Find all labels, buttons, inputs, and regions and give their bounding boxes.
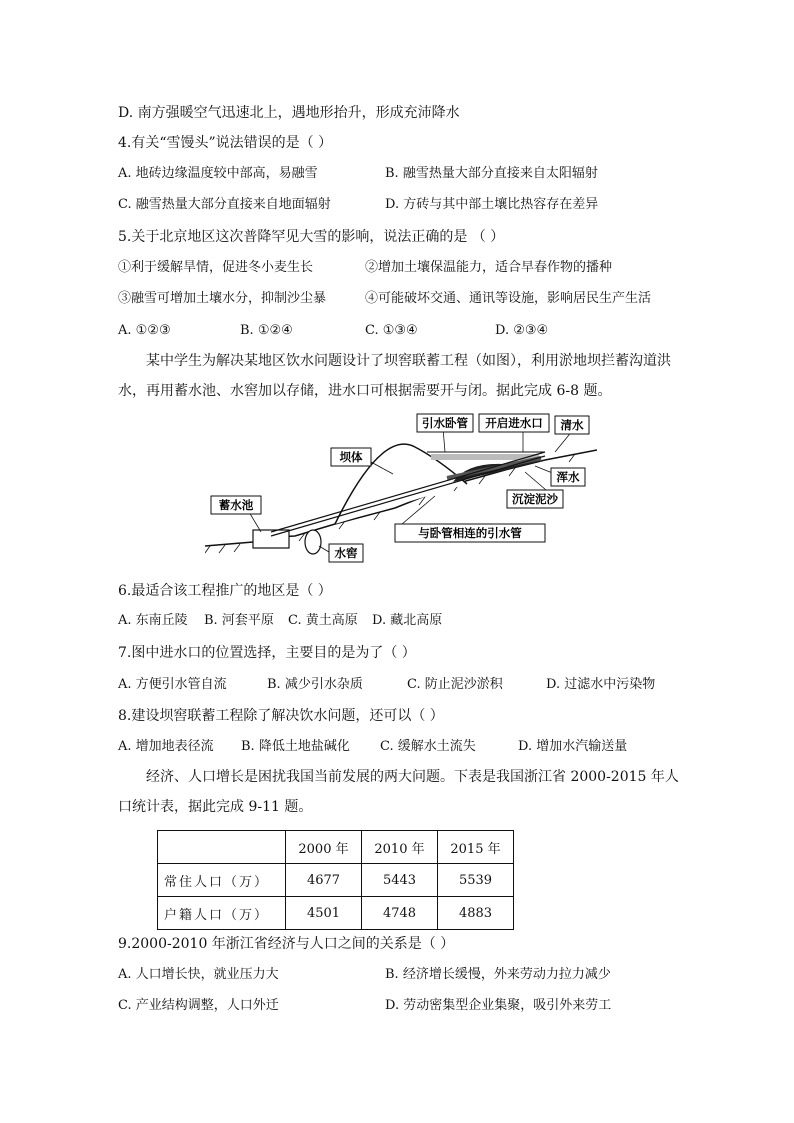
- q8-option-a: A. 增加地表径流: [118, 739, 214, 754]
- q5-option-d: D. ②③④: [495, 323, 549, 338]
- q9-stem: 9.2000-2010 年浙江省经济与人口之间的关系是（ ）: [118, 936, 455, 952]
- q6-stem: 6.最适合该工程推广的地区是（ ）: [118, 583, 332, 599]
- q9-option-c: C. 产业结构调整，人口外迁: [118, 998, 279, 1013]
- dam-cellar-diagram: [205, 412, 597, 570]
- q4-stem: 4.有关“雪馒头”说法错误的是（ ）: [118, 135, 333, 151]
- reservoir-label: 蓄水池: [218, 498, 254, 512]
- intro-6-8: 某中学生为解决某地区饮水问题设计了坝窖联蓄工程（如图），利用淤地坝拦蓄沟道洪水，再用蓄水池、水窖加以存储，进水口可根据需要开与闭。据此完成 6-8 题。: [118, 353, 671, 399]
- water-cellar: [305, 530, 321, 554]
- cellar-label: 水窖: [334, 546, 358, 560]
- table-cell: 4883: [438, 897, 514, 930]
- table-cell: 4501: [286, 897, 362, 930]
- q8-option-c: C. 缓解水土流失: [380, 739, 476, 754]
- q7-option-c: C. 防止泥沙淤积: [407, 677, 503, 692]
- table-cell: 5443: [362, 864, 438, 897]
- row-label: 常住人口（万）: [158, 864, 286, 897]
- q6-option-b: B. 河套平原: [204, 613, 274, 628]
- q5-option-c: C. ①③④: [365, 323, 418, 338]
- clear-water-label: 清水: [560, 418, 584, 432]
- dam-label: 坝体: [339, 450, 363, 464]
- intake-pipe-label: 引水卧管: [422, 416, 468, 430]
- intro-9-11: 经济、人口增长是困扰我国当前发展的两大问题。下表是我国浙江省 2000-2015 年人口统计表，据此完成 9-11 题。: [118, 769, 679, 815]
- q5-option-b: B. ①②④: [240, 323, 293, 338]
- q7-option-a: A. 方便引水管自流: [118, 677, 227, 692]
- table-header-cell: 2010 年: [362, 831, 438, 864]
- q5-item-2: ②增加土壤保温能力，适合早春作物的播种: [365, 260, 613, 275]
- row-label: 户籍人口（万）: [158, 897, 286, 930]
- q4-option-a: A. 地砖边缘温度较中部高，易融雪: [118, 166, 318, 181]
- table-cell: 5539: [438, 864, 514, 897]
- open-inlet-label: 开启进水口: [485, 416, 543, 430]
- q6-option-c: C. 黄土高原: [288, 613, 358, 628]
- table-cell: 4748: [362, 897, 438, 930]
- table-cell: 4677: [286, 864, 362, 897]
- connected-pipe-label: 与卧管相连的引水管: [418, 526, 522, 540]
- q4-option-c: C. 融雪热量大部分直接来自地面辐射: [118, 197, 331, 212]
- muddy-water-label: 浑水: [556, 470, 580, 484]
- q5-item-3: ③融雪可增加土壤水分，抑制沙尘暴: [118, 291, 327, 306]
- table-row: [158, 897, 514, 930]
- sediment-label: 沉淀泥沙: [512, 492, 558, 506]
- q7-option-d: D. 过滤水中污染物: [546, 677, 656, 692]
- q7-option-b: B. 减少引水杂质: [267, 677, 363, 692]
- q7-stem: 7.图中进水口的位置选择，主要目的是为了（ ）: [118, 645, 416, 661]
- q6-option-d: D. 藏北高原: [372, 613, 443, 628]
- q9-option-b: B. 经济增长缓慢，外来劳动力拉力减少: [385, 967, 611, 982]
- q4-option-b: B. 融雪热量大部分直接来自太阳辐射: [385, 166, 598, 181]
- q6-option-a: A. 东南丘陵: [118, 613, 188, 628]
- q8-option-d: D. 增加水汽输送量: [518, 739, 628, 754]
- q5-stem: 5.关于北京地区这次普降罕见大雪的影响，说法正确的是 （ ）: [118, 229, 505, 245]
- table-header-cell: 2000 年: [286, 831, 362, 864]
- q9-option-d: D. 劳动密集型企业集聚，吸引外来劳工: [385, 998, 612, 1013]
- q9-option-a: A. 人口增长快，就业压力大: [118, 967, 279, 982]
- q8-option-b: B. 降低土地盐碱化: [241, 739, 350, 754]
- table-header-cell: [158, 831, 286, 864]
- q8-stem: 8.建设坝窖联蓄工程除了解决饮水问题，还可以（ ）: [118, 708, 444, 724]
- q4-option-d: D. 方砖与其中部土壤比热容存在差异: [385, 197, 599, 212]
- table-row: [158, 864, 514, 897]
- q5-option-a: A. ①②③: [118, 323, 171, 338]
- table-header-row: [158, 831, 514, 864]
- q5-item-1: ①利于缓解旱情，促进冬小麦生长: [118, 260, 314, 275]
- q3-option-d: D. 南方强暖空气迅速北上，遇地形抬升，形成充沛降水: [118, 105, 460, 121]
- table-header-cell: 2015 年: [438, 831, 514, 864]
- q5-item-4: ④可能破坏交通、通讯等设施，影响居民生产生活: [365, 291, 652, 306]
- population-table: [157, 830, 514, 930]
